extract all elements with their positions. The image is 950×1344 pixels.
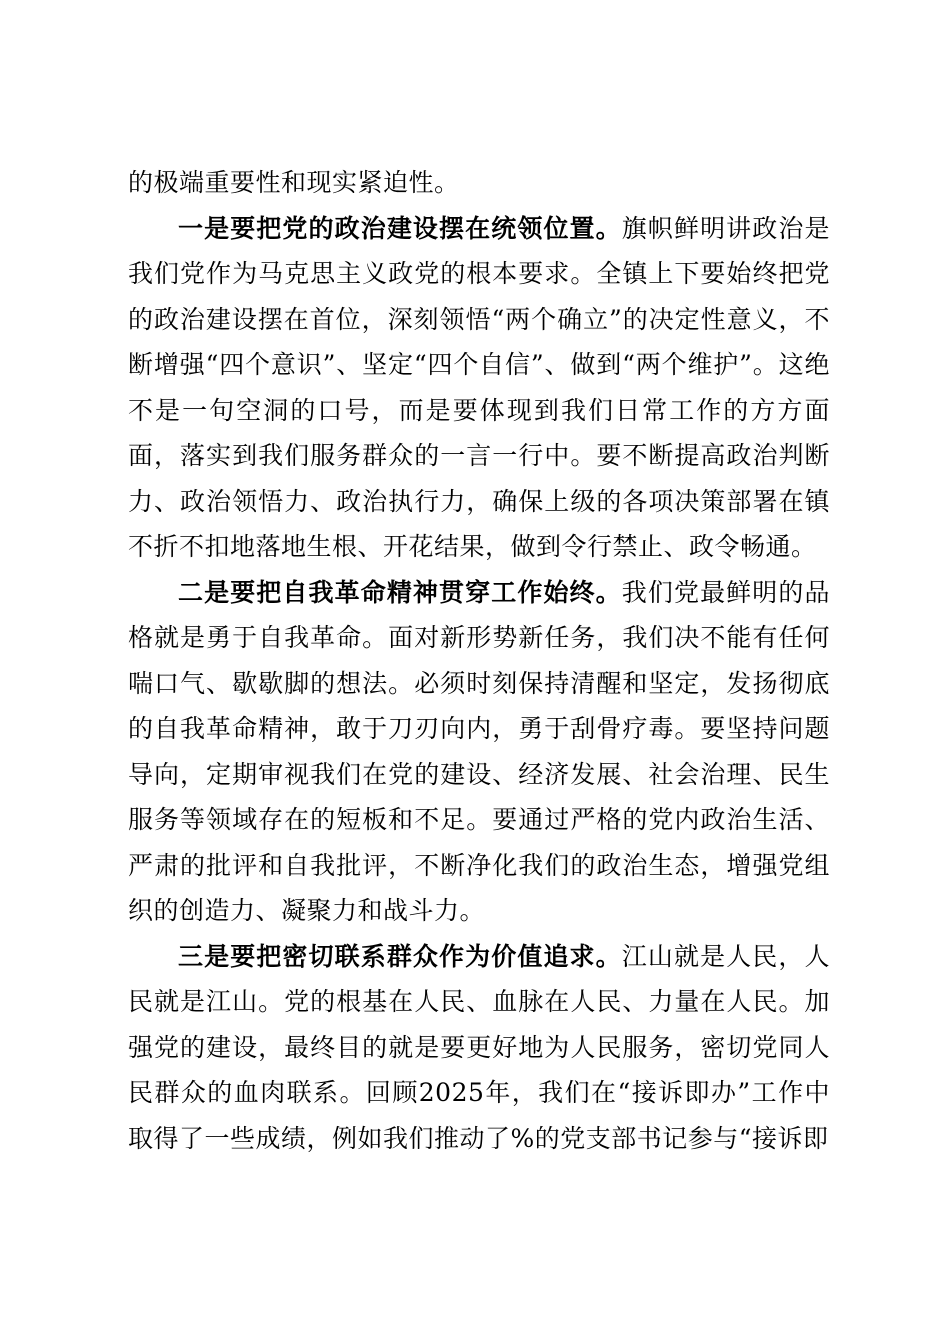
paragraph-body: 我们党最鲜明的品格就是勇于自我革命。面对新形势新任务，我们决不能有任何喘口气、歇歇脚的想法。必须时刻保持清醒和坚定，发扬彻底的自我革命精神，敢于刀刃向内，勇于刮骨疗毒。要坚持问题导向，定期审视我们在党的建设、经济发展、社会治理、民生服务等领域存在的短板和不足。要通过严格的党内政治生活、严肃的批评和自我批评，不断净化我们的政治生态，增强党组织的创造力、凝聚力和战斗力。 xyxy=(128,577,830,925)
paragraph-lead-heading: 一是要把党的政治建设摆在统领位置。 xyxy=(178,213,622,243)
paragraph-body: 江山就是人民，人民就是江山。党的根基在人民、血脉在人民、力量在人民。加强党的建设，最终目的就是要更好地为人民服务，密切党同人民群众的血肉联系。回顾2025年，我们在“接诉即办”工作中取得了一些成绩，例如我们推动了%的党支部书记参与“接诉即 xyxy=(128,941,830,1153)
paragraph-lead-heading: 三是要把密切联系群众作为价值追求。 xyxy=(178,941,622,971)
paragraph-body: 旗帜鲜明讲政治是我们党作为马克思主义政党的根本要求。全镇上下要始终把党的政治建设摆在首位，深刻领悟“两个确立”的决定性意义，不断增强“四个意识”、坚定“四个自信”、做到“两个维护”。这绝不是一句空洞的口号，而是要体现到我们日常工作的方方面面，落实到我们服务群众的一言一行中。要不断提高政治判断力、政治领悟力、政治执行力，确保上级的各项决策部署在镇不折不扣地落地生根、开花结果，做到令行禁止、政令畅通。 xyxy=(128,213,830,561)
document-body xyxy=(128,160,830,1161)
paragraph-continuation xyxy=(128,160,830,206)
paragraph-body: 的极端重要性和现实紧迫性。 xyxy=(128,168,460,197)
paragraph-lead-heading: 二是要把自我革命精神贯穿工作始终。 xyxy=(178,577,622,607)
paragraph-point-three xyxy=(128,934,830,1162)
paragraph-point-two xyxy=(128,570,830,934)
paragraph-point-one xyxy=(128,206,830,570)
